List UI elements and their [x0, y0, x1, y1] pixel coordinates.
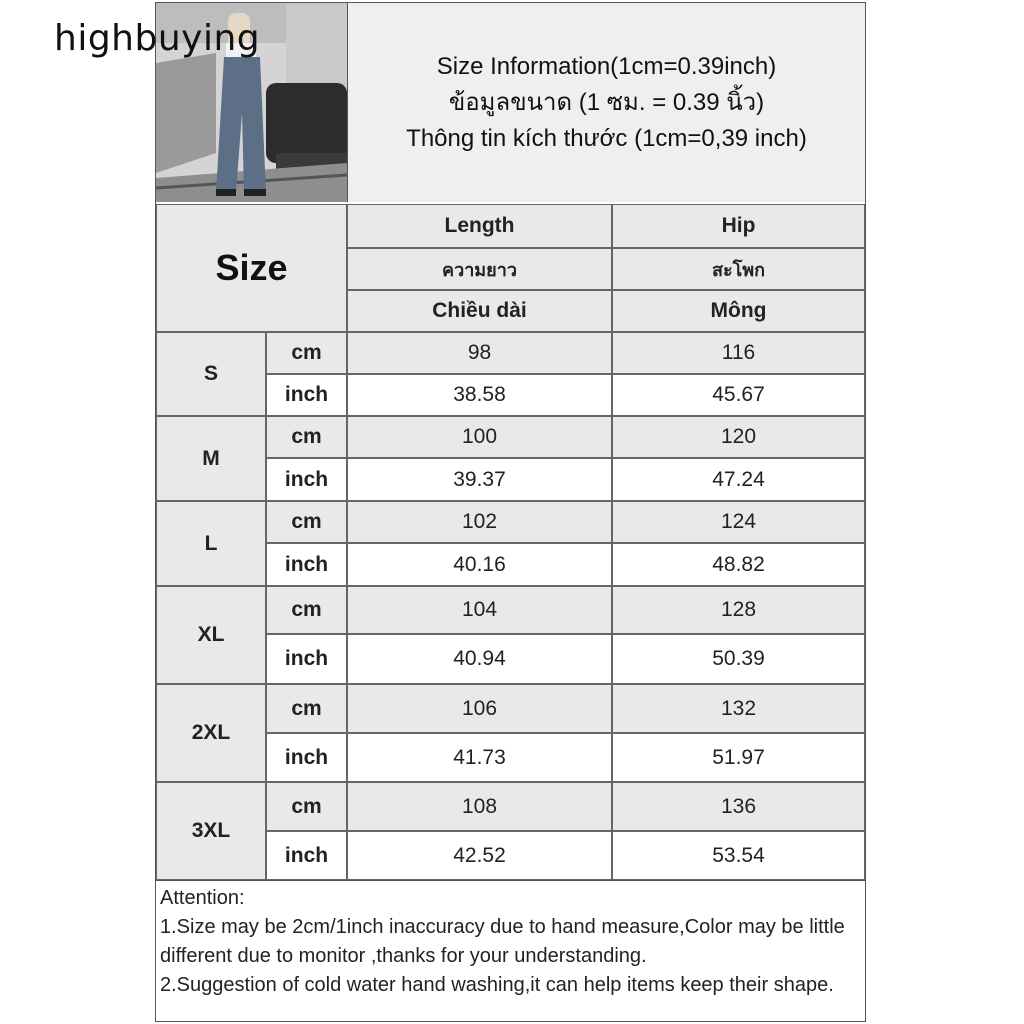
value-cell: 104 [347, 586, 612, 634]
size-chart [155, 2, 866, 1022]
header-info [348, 3, 865, 202]
unit-inch: inch [266, 733, 347, 782]
value-cell: 124 [612, 501, 865, 543]
value-cell: 40.16 [347, 543, 612, 586]
unit-inch: inch [266, 374, 347, 416]
header-line-th: ข้อมูลขนาด (1 ซม. = 0.39 นิ้ว) [448, 88, 765, 116]
unit-cm: cm [266, 416, 347, 458]
value-cell: 40.94 [347, 634, 612, 684]
col-length-th: ความยาว [347, 248, 612, 290]
attention-note-2: 2.Suggestion of cold water hand washing,it can help items keep their shape. [160, 974, 834, 996]
unit-inch: inch [266, 458, 347, 501]
unit-cm: cm [266, 782, 347, 831]
unit-cm: cm [266, 586, 347, 634]
attention-title: Attention: [160, 887, 245, 909]
size-label-l: L [156, 501, 266, 586]
unit-cm: cm [266, 501, 347, 543]
col-hip-vi: Mông [612, 290, 865, 332]
col-length-vi: Chiều dài [347, 290, 612, 332]
value-cell: 47.24 [612, 458, 865, 501]
size-label-xl: XL [156, 586, 266, 684]
watermark: highbuying [54, 18, 261, 59]
attention-note-1: 1.Size may be 2cm/1inch inaccuracy due to hand measure,Color may be little different due to monitor ,thanks for your understanding. [160, 916, 845, 967]
value-cell: 53.54 [612, 831, 865, 880]
unit-inch: inch [266, 831, 347, 880]
col-length-en: Length [347, 204, 612, 248]
size-header: Size [156, 204, 347, 332]
value-cell: 128 [612, 586, 865, 634]
size-label-s: S [156, 332, 266, 416]
value-cell: 45.67 [612, 374, 865, 416]
header-line-en: Size Information(1cm=0.39inch) [436, 52, 777, 80]
header-line-vi: Thông tin kích thước (1cm=0,39 inch) [406, 124, 807, 152]
value-cell: 120 [612, 416, 865, 458]
value-cell: 100 [347, 416, 612, 458]
value-cell: 102 [347, 501, 612, 543]
value-cell: 41.73 [347, 733, 612, 782]
value-cell: 50.39 [612, 634, 865, 684]
unit-cm: cm [266, 332, 347, 374]
value-cell: 116 [612, 332, 865, 374]
unit-cm: cm [266, 684, 347, 733]
size-label-m: M [156, 416, 266, 501]
value-cell: 38.58 [347, 374, 612, 416]
value-cell: 48.82 [612, 543, 865, 586]
attention-notes [156, 880, 865, 1021]
size-label-3xl: 3XL [156, 782, 266, 880]
value-cell: 51.97 [612, 733, 865, 782]
unit-inch: inch [266, 543, 347, 586]
value-cell: 132 [612, 684, 865, 733]
col-hip-th: สะโพก [612, 248, 865, 290]
value-cell: 42.52 [347, 831, 612, 880]
value-cell: 136 [612, 782, 865, 831]
value-cell: 39.37 [347, 458, 612, 501]
value-cell: 108 [347, 782, 612, 831]
value-cell: 106 [347, 684, 612, 733]
size-label-2xl: 2XL [156, 684, 266, 782]
col-hip-en: Hip [612, 204, 865, 248]
unit-inch: inch [266, 634, 347, 684]
value-cell: 98 [347, 332, 612, 374]
